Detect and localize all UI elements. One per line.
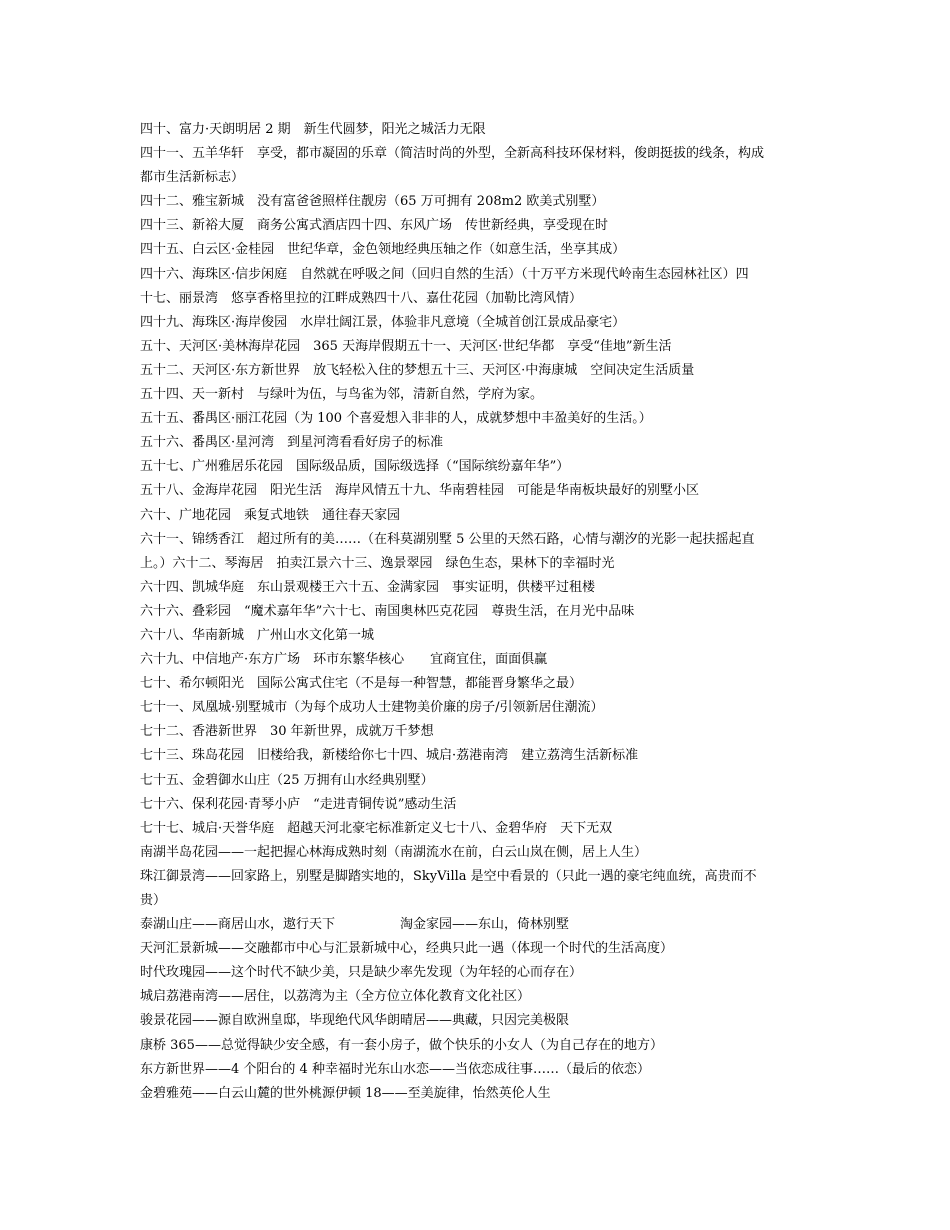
text-line: 都市生活新标志）: [140, 170, 245, 186]
text-line: 五十、天河区·美林海岸花园 365 天海岸假期五十一、天河区·世纪华都 享受“佳地”新生活: [140, 338, 672, 354]
text-line: 七十、希尔顿阳光 国际公寓式住宅（不是每一种智慧，都能晋身繁华之最）: [140, 676, 583, 692]
text-line: 六十六、叠彩园 “魔术嘉年华”六十七、南国奥林匹克花园 尊贵生活，在月光中品味: [140, 603, 635, 619]
text-line: 四十二、雅宝新城 没有富爸爸照样住靓房（65 万可拥有 208m2 欧美式别墅）: [140, 194, 605, 210]
text-line: 四十六、海珠区·信步闲庭 自然就在呼吸之间（回归自然的生活）（十万平方米现代岭南生态园林社区）四: [140, 266, 749, 282]
text-line: 四十、富力·天朗明居 2 期 新生代圆梦，阳光之城活力无限: [140, 122, 486, 137]
text-line: 六十九、中信地产·东方广场 环市东繁华核心 宜商宜住，面面俱赢: [140, 652, 548, 668]
text-line: 七十七、城启·天誉华庭 超越天河北豪宅标准新定义七十八、金碧华府 天下无双: [140, 820, 613, 836]
text-line: 四十五、白云区·金桂园 世纪华章，金色领地经典压轴之作（如意生活，坐享其成）: [140, 242, 626, 258]
text-line: 泰湖山庄——商居山水，遨行天下 淘金家园——东山，倚林别墅: [140, 917, 570, 933]
text-line: 四十一、五羊华轩 享受，都市凝固的乐章（简洁时尚的外型，全新高科技环保材料，俊朗挺拔的线条，构成: [140, 146, 765, 162]
text-line: 六十八、华南新城 广州山水文化第一城: [140, 627, 375, 643]
text-line: 上。）六十二、琴海居 拍卖江景六十三、逸景翠园 绿色生态，果林下的幸福时光: [140, 555, 615, 571]
text-line: 六十、广地花园 乘复式地铁 通往春天家园: [140, 507, 401, 523]
text-line: 七十六、保利花园·青琴小庐 “走进青铜传说”感动生活: [140, 796, 457, 812]
text-line: 时代玫瑰园——这个时代不缺少美，只是缺少率先发现（为年轻的心而存在）: [140, 965, 583, 981]
text-line: 六十四、凯城华庭 东山景观楼王六十五、金满家园 事实证明，供楼平过租楼: [140, 579, 596, 595]
text-line: 东方新世界——4 个阳台的 4 种幸福时光东山水恋——当依恋成往事……（最后的依恋）: [140, 1061, 650, 1077]
text-line: 四十九、海珠区·海岸俊园 水岸壮阔江景，体验非凡意境（全城首创江景成品豪宅）: [140, 314, 626, 330]
text-line: 金碧雅苑——白云山麓的世外桃源伊顿 18——至美旋律，怡然英伦人生: [140, 1085, 551, 1101]
text-line: 五十二、天河区·东方新世界 放飞轻松入住的梦想五十三、天河区·中海康城 空间决定生活质量: [140, 362, 695, 378]
text-line: 五十六、番禺区·星河湾 到星河湾看看好房子的标准: [140, 435, 444, 451]
document-body: [140, 118, 816, 1106]
text-line: 十七、丽景湾 悠享香格里拉的江畔成熟四十八、嘉仕花园（加勒比湾风情）: [140, 290, 583, 306]
text-line: 南湖半岛花园——一起把握心林海成熟时刻（南湖流水在前，白云山岚在侧，居上人生）: [140, 844, 648, 860]
text-line: 康桥 365——总觉得缺少安全感，有一套小房子，做个快乐的小女人（为自己存在的地方）: [140, 1037, 663, 1053]
text-line: 五十五、番禺区·丽江花园（为 100 个喜爱想入非非的人，成就梦想中丰盈美好的生活。）: [140, 411, 652, 427]
text-line: 七十一、凤凰城·别墅城市（为每个成功人士建物美价廉的房子/引领新居住潮流）: [140, 700, 604, 716]
text-line: 五十八、金海岸花园 阳光生活 海岸风情五十九、华南碧桂园 可能是华南板块最好的别墅小区: [140, 483, 700, 499]
text-line: 五十四、天一新村 与绿叶为伍，与鸟雀为邻，清新自然，学府为家。: [140, 387, 544, 403]
text-line: 贵）: [140, 893, 167, 908]
text-line: 珠江御景湾——回家路上，别墅是脚踏实地的，SkyVilla 是空中看景的（只此一遇的豪宅纯血统，高贵而不: [140, 868, 757, 884]
text-line: 六十一、锦绣香江 超过所有的美……（在科莫湖别墅 5 公里的天然石路，心情与潮汐的光影一起扶摇起直: [140, 531, 755, 547]
text-line: 七十二、香港新世界 30 年新世界，成就万千梦想: [140, 724, 434, 740]
text-line: 四十三、新裕大厦 商务公寓式酒店四十四、东风广场 传世新经典，享受现在时: [140, 218, 609, 234]
text-line: 城启荔港南湾——居住，以荔湾为主（全方位立体化教育文化社区）: [140, 989, 531, 1005]
text-line: 骏景花园——源自欧洲皇邸，毕现绝代风华朗晴居——典藏，只因完美极限: [140, 1013, 570, 1029]
text-line: 七十五、金碧御水山庄（25 万拥有山水经典别墅）: [140, 772, 434, 788]
text-line: 五十七、广州雅居乐花园 国际级品质，国际级选择（“国际缤纷嘉年华”）: [140, 459, 570, 475]
text-line: 天河汇景新城——交融都市中心与汇景新城中心，经典只此一遇（体现一个时代的生活高度）: [140, 941, 674, 957]
text-line: 七十三、珠岛花园 旧楼给我，新楼给你七十四、城启·荔港南湾 建立荔湾生活新标准: [140, 748, 639, 764]
